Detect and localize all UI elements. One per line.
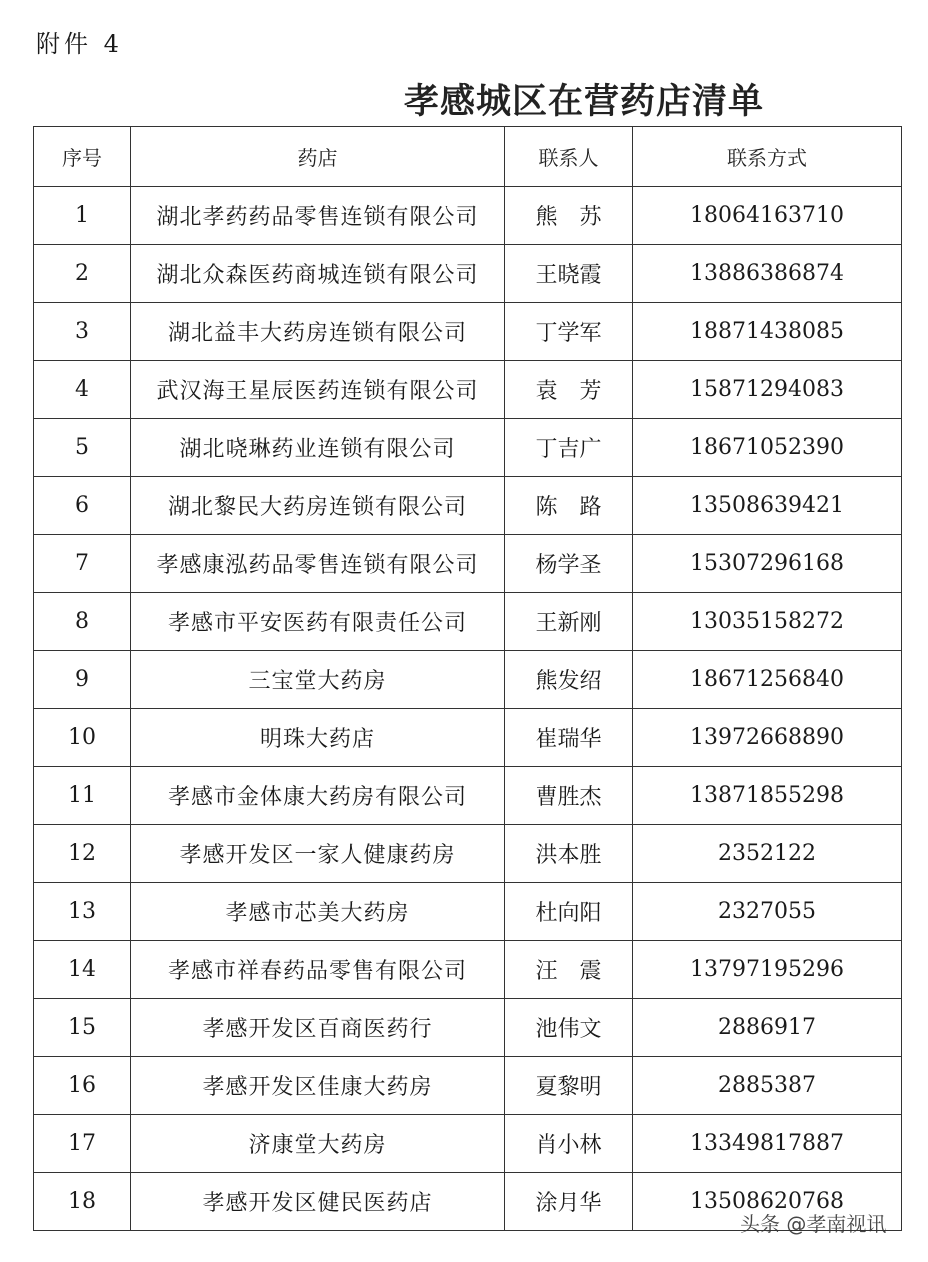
row-phone: 2352122 bbox=[633, 825, 902, 883]
row-phone: 18671256840 bbox=[633, 651, 902, 709]
row-phone: 13886386874 bbox=[633, 245, 902, 303]
table-row bbox=[34, 477, 902, 535]
table-row bbox=[34, 187, 902, 245]
row-contact: 丁学军 bbox=[505, 303, 633, 361]
row-phone: 18871438085 bbox=[633, 303, 902, 361]
table-row bbox=[34, 303, 902, 361]
row-phone: 2886917 bbox=[633, 999, 902, 1057]
row-index: 12 bbox=[34, 825, 131, 883]
document-title: 孝感城区在营药店清单 bbox=[404, 82, 765, 122]
row-index: 4 bbox=[34, 361, 131, 419]
row-store: 济康堂大药房 bbox=[131, 1115, 505, 1173]
row-contact: 池伟文 bbox=[505, 999, 633, 1057]
row-store: 孝感开发区佳康大药房 bbox=[131, 1057, 505, 1115]
row-index: 5 bbox=[34, 419, 131, 477]
row-index: 1 bbox=[34, 187, 131, 245]
row-index: 7 bbox=[34, 535, 131, 593]
row-store: 孝感市平安医药有限责任公司 bbox=[131, 593, 505, 651]
row-contact: 洪本胜 bbox=[505, 825, 633, 883]
row-phone: 13871855298 bbox=[633, 767, 902, 825]
row-phone: 13797195296 bbox=[633, 941, 902, 999]
row-contact: 熊发绍 bbox=[505, 651, 633, 709]
table-row bbox=[34, 999, 902, 1057]
row-contact: 涂月华 bbox=[505, 1173, 633, 1231]
row-contact: 陈 路 bbox=[505, 477, 633, 535]
row-phone: 18671052390 bbox=[633, 419, 902, 477]
pharmacy-table bbox=[33, 126, 902, 1231]
row-phone: 13972668890 bbox=[633, 709, 902, 767]
row-index: 17 bbox=[34, 1115, 131, 1173]
row-store: 湖北众森医药商城连锁有限公司 bbox=[131, 245, 505, 303]
table-row bbox=[34, 1057, 902, 1115]
row-store: 湖北黎民大药房连锁有限公司 bbox=[131, 477, 505, 535]
table-row bbox=[34, 941, 902, 999]
row-store: 孝感开发区一家人健康药房 bbox=[131, 825, 505, 883]
row-store: 湖北孝药药品零售连锁有限公司 bbox=[131, 187, 505, 245]
row-store: 孝感开发区百商医药行 bbox=[131, 999, 505, 1057]
row-phone: 13508639421 bbox=[633, 477, 902, 535]
row-store: 孝感市祥春药品零售有限公司 bbox=[131, 941, 505, 999]
row-phone: 13035158272 bbox=[633, 593, 902, 651]
table-row bbox=[34, 593, 902, 651]
row-contact: 王晓霞 bbox=[505, 245, 633, 303]
row-store: 武汉海王星辰医药连锁有限公司 bbox=[131, 361, 505, 419]
row-store: 湖北益丰大药房连锁有限公司 bbox=[131, 303, 505, 361]
row-contact: 丁吉广 bbox=[505, 419, 633, 477]
row-index: 15 bbox=[34, 999, 131, 1057]
row-phone: 13349817887 bbox=[633, 1115, 902, 1173]
table-row bbox=[34, 419, 902, 477]
row-contact: 熊 苏 bbox=[505, 187, 633, 245]
row-index: 18 bbox=[34, 1173, 131, 1231]
row-contact: 王新刚 bbox=[505, 593, 633, 651]
row-index: 2 bbox=[34, 245, 131, 303]
row-index: 10 bbox=[34, 709, 131, 767]
row-contact: 崔瑞华 bbox=[505, 709, 633, 767]
table-row bbox=[34, 825, 902, 883]
row-index: 3 bbox=[34, 303, 131, 361]
row-contact: 夏黎明 bbox=[505, 1057, 633, 1115]
row-index: 16 bbox=[34, 1057, 131, 1115]
row-contact: 杨学圣 bbox=[505, 535, 633, 593]
row-store: 明珠大药店 bbox=[131, 709, 505, 767]
attachment-label: 附件 4 bbox=[36, 30, 123, 58]
row-contact: 汪 震 bbox=[505, 941, 633, 999]
table-row bbox=[34, 1115, 902, 1173]
header-store: 药店 bbox=[131, 127, 505, 187]
row-index: 13 bbox=[34, 883, 131, 941]
row-store: 孝感市芯美大药房 bbox=[131, 883, 505, 941]
row-store: 孝感开发区健民医药店 bbox=[131, 1173, 505, 1231]
row-phone: 2885387 bbox=[633, 1057, 902, 1115]
table-body bbox=[34, 187, 902, 1231]
header-phone: 联系方式 bbox=[633, 127, 902, 187]
row-contact: 曹胜杰 bbox=[505, 767, 633, 825]
row-phone: 18064163710 bbox=[633, 187, 902, 245]
row-index: 8 bbox=[34, 593, 131, 651]
table-row bbox=[34, 361, 902, 419]
row-store: 孝感市金体康大药房有限公司 bbox=[131, 767, 505, 825]
row-phone: 2327055 bbox=[633, 883, 902, 941]
row-index: 6 bbox=[34, 477, 131, 535]
row-store: 孝感康泓药品零售连锁有限公司 bbox=[131, 535, 505, 593]
row-store: 湖北哓琳药业连锁有限公司 bbox=[131, 419, 505, 477]
table-header-row bbox=[34, 127, 902, 187]
row-index: 14 bbox=[34, 941, 131, 999]
row-phone: 15871294083 bbox=[633, 361, 902, 419]
row-phone: 15307296168 bbox=[633, 535, 902, 593]
table-row bbox=[34, 767, 902, 825]
header-contact: 联系人 bbox=[505, 127, 633, 187]
table-row bbox=[34, 535, 902, 593]
row-contact: 杜向阳 bbox=[505, 883, 633, 941]
table-row bbox=[34, 245, 902, 303]
row-index: 11 bbox=[34, 767, 131, 825]
table-row bbox=[34, 709, 902, 767]
row-contact: 袁 芳 bbox=[505, 361, 633, 419]
table-row bbox=[34, 883, 902, 941]
table-row bbox=[34, 651, 902, 709]
row-phone: 13508620768 bbox=[633, 1173, 902, 1231]
row-index: 9 bbox=[34, 651, 131, 709]
row-store: 三宝堂大药房 bbox=[131, 651, 505, 709]
row-contact: 肖小林 bbox=[505, 1115, 633, 1173]
watermark: 头条 @孝南视讯 bbox=[740, 1212, 887, 1236]
header-index: 序号 bbox=[34, 127, 131, 187]
